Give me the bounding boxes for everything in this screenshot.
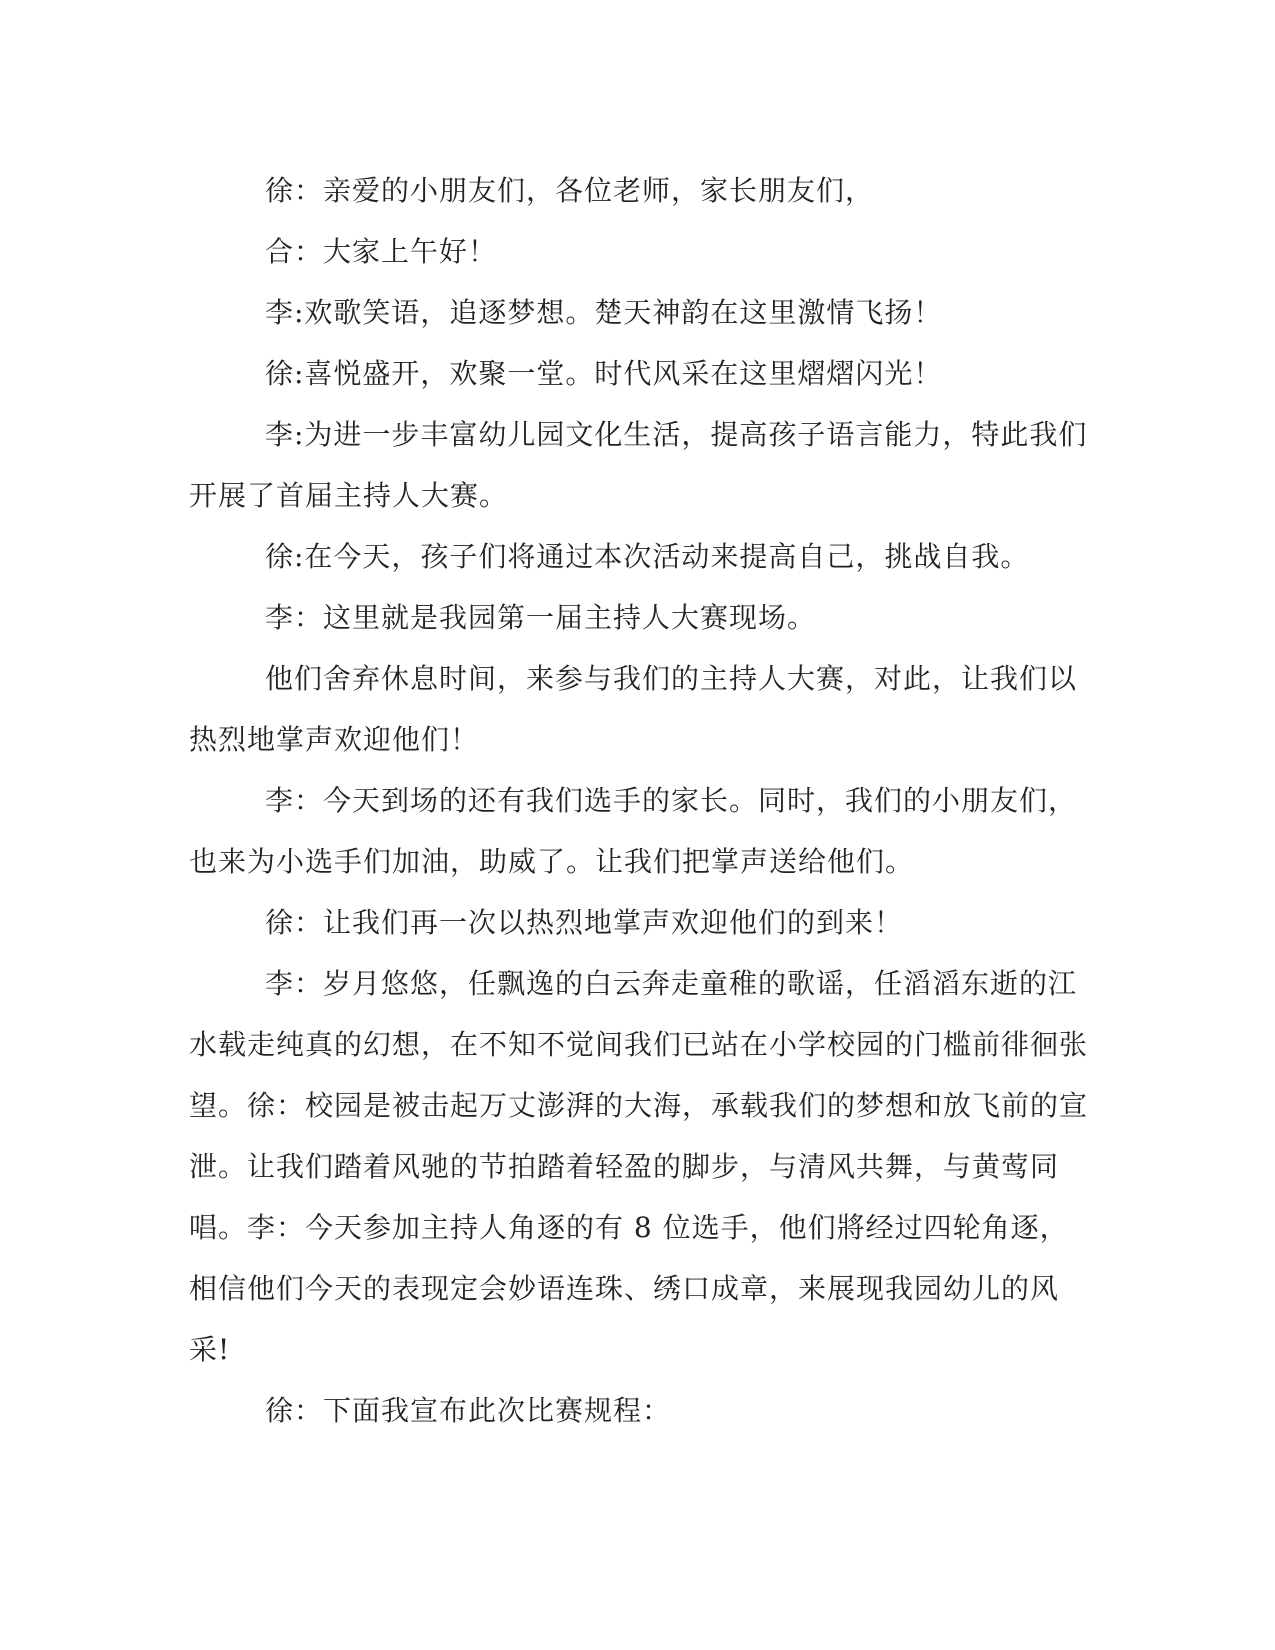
paragraph-1: 徐：亲爱的小朋友们，各位老师，家长朋友们， bbox=[265, 174, 875, 207]
paragraph-8: 他们舍弃休息时间，来参与我们的主持人大赛，对此，让我们以热烈地掌声欢迎他们！ bbox=[189, 662, 1078, 756]
paragraph-3: 李:欢歌笑语，追逐梦想。楚天神韵在这里激情飞扬！ bbox=[265, 296, 943, 329]
paragraph-6: 徐:在今天，孩子们将通过本次活动来提高自己，挑战自我。 bbox=[265, 540, 1030, 573]
document-body bbox=[189, 160, 1089, 1441]
paragraph-11: 李：岁月悠悠，任飘逸的白云奔走童稚的歌谣，任滔滔东逝的江水载走纯真的幻想，在不知不觉间我们已站在小学校园的门槛前徘徊张望。徐：校园是被击起万丈澎湃的大海，承载我们的梦想和放飞前的宣泄。让我们踏着风驰的节拍踏着轻盈的脚步，与清风共舞，与黄莺同唱。李：今天参加主持人角逐的有 8 位选手，他们將经过四轮角逐，相信他们今天的表现定会妙语连珠、绣口成章，来展现我园幼儿的风采! bbox=[189, 967, 1089, 1366]
paragraph-2: 合：大家上午好！ bbox=[265, 235, 498, 268]
paragraph-10: 徐：让我们再一次以热烈地掌声欢迎他们的到来！ bbox=[265, 906, 904, 939]
paragraph-9: 李：今天到场的还有我们选手的家长。同时，我们的小朋友们，也来为小选手们加油，助威了。让我们把掌声送给他们。 bbox=[189, 784, 1078, 878]
paragraph-12: 徐：下面我宣布此次比赛规程： bbox=[265, 1394, 672, 1427]
paragraph-7: 李：这里就是我园第一届主持人大赛现场。 bbox=[265, 601, 817, 634]
paragraph-4: 徐:喜悦盛开，欢聚一堂。时代风采在这里熠熠闪光！ bbox=[265, 357, 943, 390]
paragraph-5: 李:为进一步丰富幼儿园文化生活，提高孩子语言能力，特此我们开展了首届主持人大赛。 bbox=[189, 418, 1088, 512]
